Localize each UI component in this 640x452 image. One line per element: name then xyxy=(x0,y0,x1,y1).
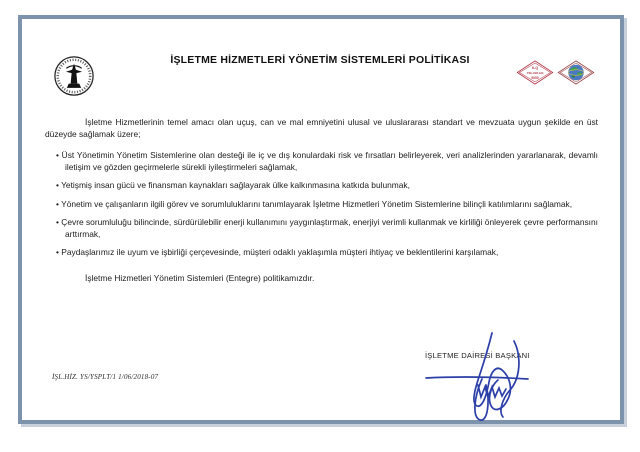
closing-statement: İşletme Hizmetleri Yönetim Sistemleri (Entegre) politikamızdır. xyxy=(85,272,315,283)
policy-bullet-item: • Yönetim ve çalışanların ilgili görev ve sorumluluklarını tanımlayarak İşletme Hizmetleri Yönetim Sistemlerine bilinçli katılımlarını sağlamak, xyxy=(56,199,598,211)
policy-bullet-item: • Yetişmiş insan gücü ve finansman kaynakları sağlayarak ülke kalkınmasına katkıda bulunmak, xyxy=(56,180,598,192)
svg-text:9000: 9000 xyxy=(531,75,539,80)
page-title: İŞLETME HİZMETLERİ YÖNETİM SİSTEMLERİ POLİTİKASI xyxy=(170,54,470,66)
policy-bullet-item: • Çevre sorumluluğu bilincinde, sürdürülebilir enerji kullanımını yaygınlaştırmak, enerjiyi verimli kullanmak ve kirliliği önleyerek çevre performansını arttırmak, xyxy=(56,217,598,240)
signatory-title: İŞLETME DAİRESİ BAŞKANI xyxy=(425,351,530,360)
policy-bullet-item: • Paydaşlarımız ile uyum ve işbirliği çerçevesinde, müşteri odaklı yaklaşımla müşteri ihtiyaç ve beklentilerini karşılamak, xyxy=(56,247,598,259)
svg-text:TSE-ISO-EN: TSE-ISO-EN xyxy=(526,70,544,75)
tse-environment-globe-icon xyxy=(557,59,595,86)
certification-logos xyxy=(516,59,595,86)
document-code: İŞL.HİZ. YS/YSPLT/1 1/06/2018-07 xyxy=(52,373,159,381)
tse-quality-diamond-icon xyxy=(516,59,554,86)
policy-body xyxy=(45,117,598,284)
policy-bullet-item: • Üst Yönetimin Yönetim Sistemlerine olan desteği ile iç ve dış konulardaki risk ve fırsatları belirleyerek, veri analizlerinden yararlanarak, devamlı iletişim ve gözden geçirmelerle sürekli iyileştirmeleri sağlamak, xyxy=(56,150,598,173)
intro-paragraph: İşletme Hizmetlerinin temel amacı olan uçuş, can ve mal emniyetini ulusal ve uluslararası standart ve mevzuata uygun şekilde en üst düzeyde sağlamak üzere; xyxy=(45,117,598,139)
svg-text:K-Q: K-Q xyxy=(532,66,538,71)
policy-bullet-list xyxy=(56,150,598,259)
